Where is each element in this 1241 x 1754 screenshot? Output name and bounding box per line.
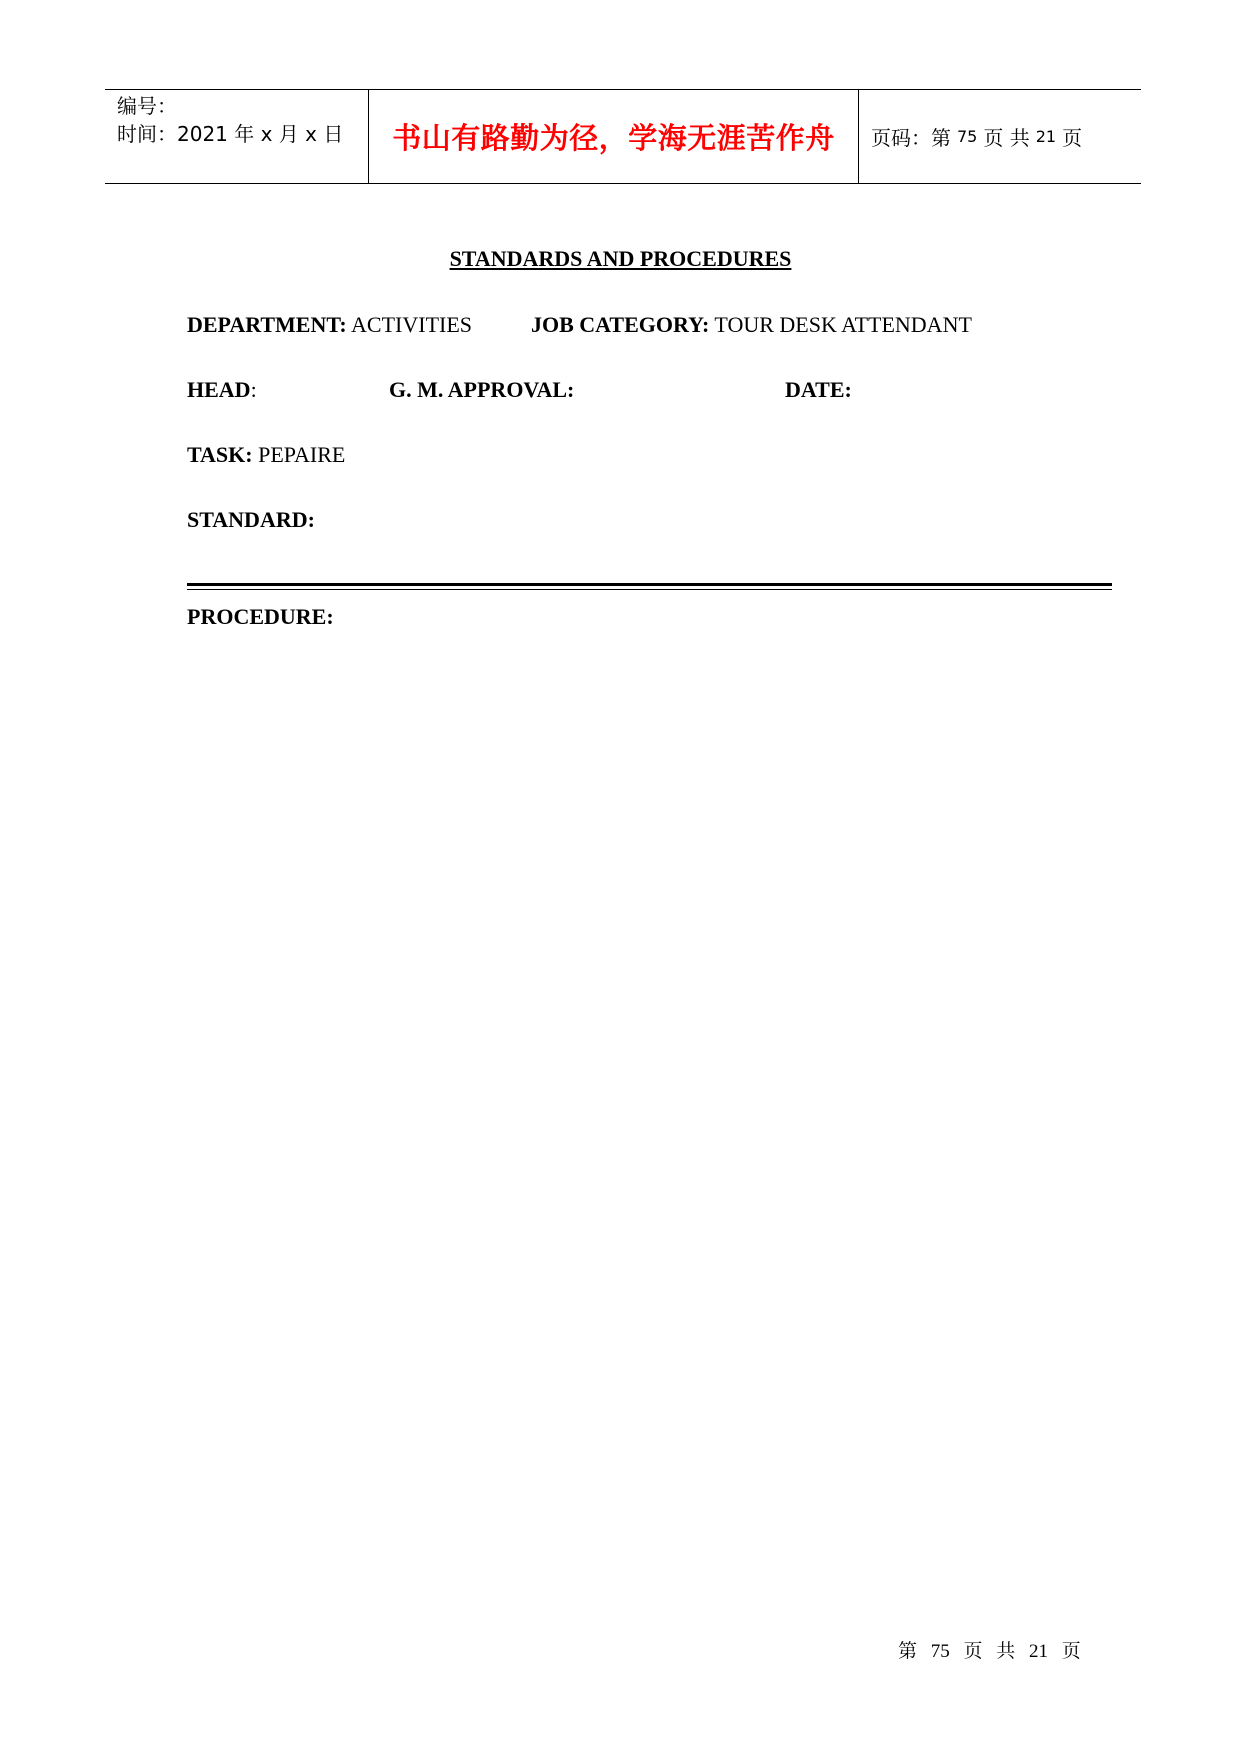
- page-prefix: 页码：第: [871, 126, 951, 150]
- head-field: [187, 377, 257, 403]
- procedure-label: PROCEDURE:: [187, 604, 334, 629]
- head-colon: :: [250, 377, 257, 402]
- gm-approval-label: G. M. APPROVAL:: [389, 377, 575, 402]
- double-divider: [187, 583, 1112, 590]
- date-field: [785, 377, 852, 403]
- time-label: 时间：2021 年 x 月 x 日: [117, 122, 344, 146]
- number-label: 编号：: [117, 94, 177, 118]
- page-current: 75: [957, 127, 978, 146]
- job-category-field: [531, 312, 972, 338]
- document-title: STANDARDS AND PROCEDURES: [449, 246, 792, 271]
- department-label: DEPARTMENT:: [187, 312, 347, 337]
- page-header: [105, 89, 1141, 184]
- standard-field: [187, 507, 315, 533]
- job-category-label: JOB CATEGORY:: [531, 312, 710, 337]
- header-motto: 书山有路勤为径，学海无涯苦作舟: [369, 90, 859, 183]
- page-total: 21: [1035, 127, 1057, 146]
- task-label: TASK:: [187, 442, 253, 467]
- page-middle: 页 共: [983, 126, 1030, 150]
- procedure-field: [187, 604, 334, 630]
- department-value: ACTIVITIES: [346, 312, 473, 337]
- department-field: [187, 312, 472, 338]
- gm-approval-field: [389, 377, 574, 403]
- header-page-info: [859, 90, 1141, 183]
- header-meta-cell: [105, 90, 369, 183]
- head-label: HEAD: [187, 377, 251, 402]
- job-category-value: TOUR DESK ATTENDANT: [709, 312, 972, 337]
- standard-label: STANDARD:: [187, 507, 315, 532]
- task-value: PEPAIRE: [252, 442, 346, 467]
- date-label: DATE:: [785, 377, 852, 402]
- page-suffix: 页: [1062, 126, 1083, 150]
- page-footer: 第 75 页 共 21 页: [898, 1641, 1081, 1662]
- task-field: [187, 442, 345, 468]
